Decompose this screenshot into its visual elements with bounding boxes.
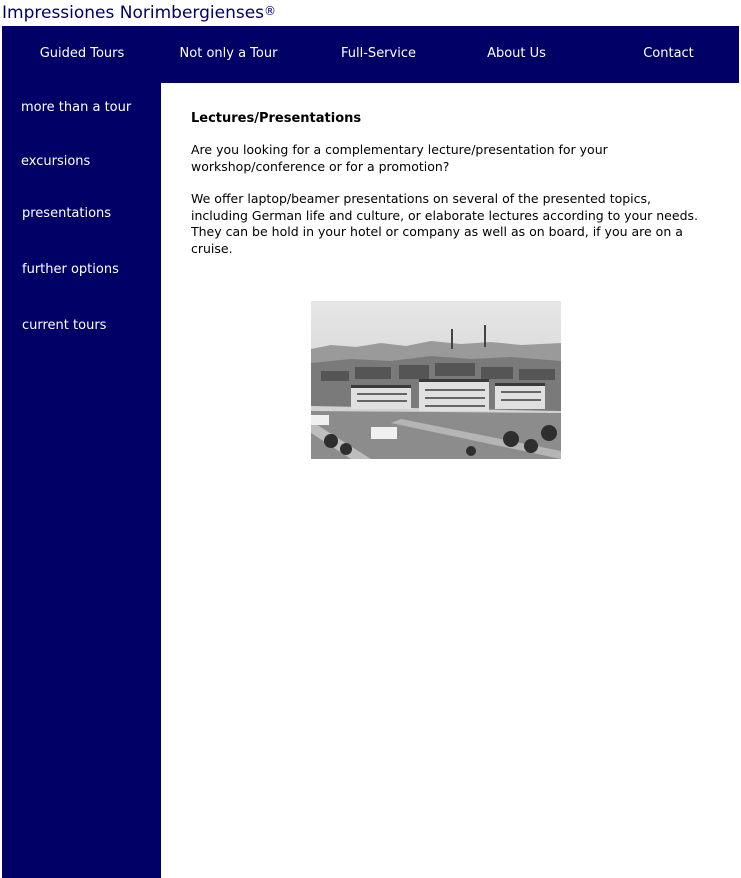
registered-mark: ® [264, 4, 277, 18]
sidebar [2, 83, 161, 878]
sidebar-item-further-options[interactable]: further options [22, 262, 119, 277]
sidebar-item-current-tours[interactable]: current tours [22, 318, 107, 333]
nav-about-us[interactable]: About Us [487, 46, 546, 61]
site-title [2, 2, 276, 24]
nav-not-only-a-tour[interactable]: Not only a Tour [179, 46, 278, 61]
city-panorama-illustration [311, 301, 561, 459]
nav-guided-tours[interactable]: Guided Tours [39, 46, 125, 61]
sidebar-item-presentations[interactable]: presentations [22, 206, 112, 221]
top-navigation [2, 26, 739, 83]
historic-city-panorama-image [311, 301, 561, 459]
sidebar-item-excursions[interactable]: excursions [21, 154, 91, 169]
nav-contact[interactable]: Contact [643, 46, 694, 61]
site-title-text: Impressiones Norimbergienses [2, 3, 265, 23]
page-heading: Lectures/Presentations [191, 111, 362, 126]
offer-paragraph: We offer laptop/beamer presentations on several of the presented topics, including German life and culture, or elaborate lectures according to your needs. They can be hold in your hotel or company as well as on board, if you are on a cruise. [191, 191, 698, 256]
main-content [191, 110, 711, 273]
sidebar-item-more-than-a-tour[interactable]: more than a tour [21, 100, 132, 115]
intro-paragraph: Are you looking for a complementary lecture/presentation for your workshop/conference or for a promotion? [191, 142, 608, 174]
nav-full-service[interactable]: Full-Service [341, 46, 416, 61]
